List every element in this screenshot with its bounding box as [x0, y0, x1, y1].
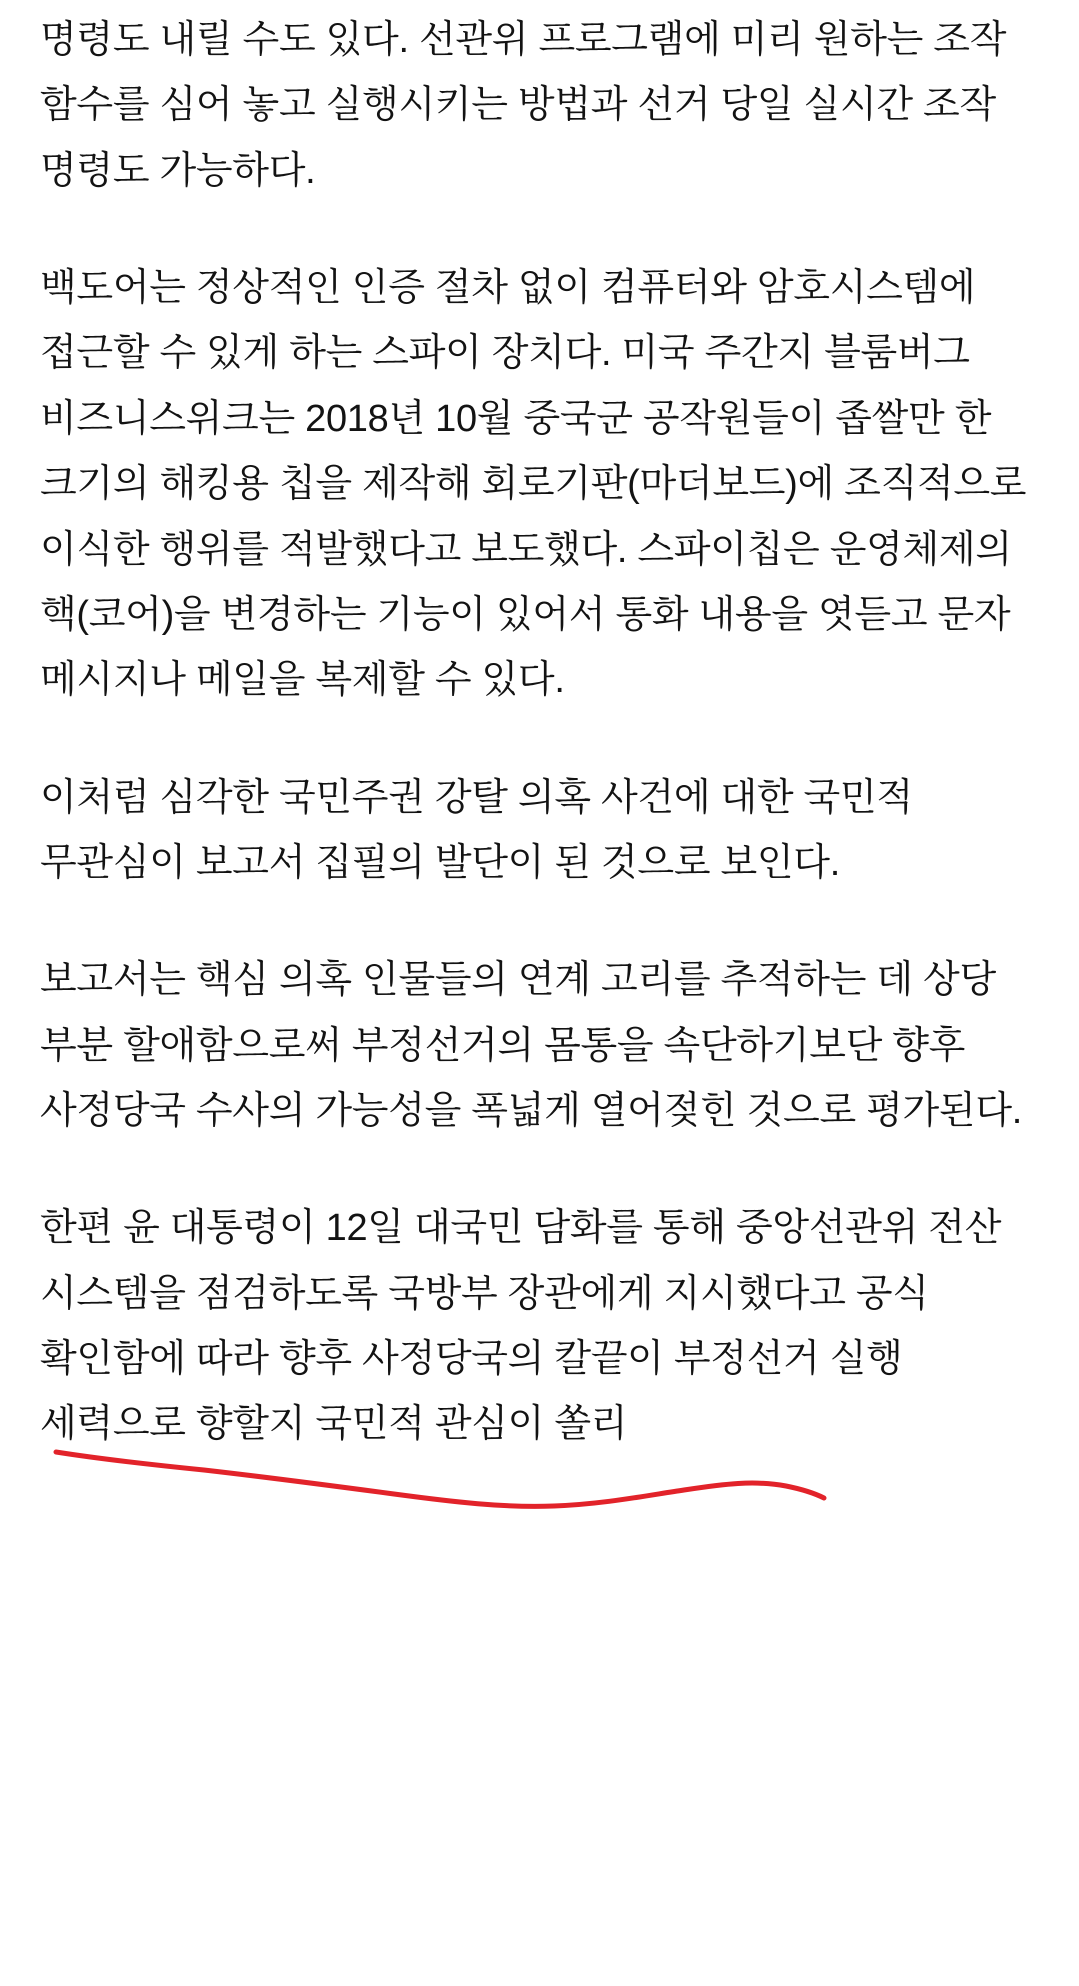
article-paragraph: 명령도 내릴 수도 있다. 선관위 프로그램에 미리 원하는 조작 함수를 심어 놓고 실행시키는 방법과 선거 당일 실시간 조작 명령도 가능하다.	[40, 19, 1007, 192]
article-paragraph: 한편 윤 대통령이 12일 대국민 담화를 통해 중앙선관위 전산 시스템을 점검하도록 국방부 장관에게 지시했다고 공식 확인함에 따라 향후 사정당국의 칼끝이 부정선거 실행 세력으로 향할지 국민적 관심이 쏠리	[40, 1207, 1002, 1446]
article-paragraph: 이처럼 심각한 국민주권 강탈 의혹 사건에 대한 국민적 무관심이 보고서 집필의 발단이 된 것으로 보인다.	[40, 776, 913, 884]
article-paragraph: 백도어는 정상적인 인증 절차 없이 컴퓨터와 암호시스템에 접근할 수 있게 하는 스파이 장치다. 미국 주간지 블룸버그 비즈니스위크는 2018년 10월 중국군 공작원들이 좁쌀만 한 크기의 해킹용 칩을 제작해 회로기판(마더보드)에 조직적으로 이식한 행위를 적발했다고 보도했다. 스파이칩은 운영체제의 핵(코어)을 변경하는 기능이 있어서 통화 내용을 엿듣고 문자 메시지나 메일을 복제할 수 있다.	[40, 267, 1027, 702]
article-paragraph: 보고서는 핵심 의혹 인물들의 연계 고리를 추적하는 데 상당 부분 할애함으로써 부정선거의 몸통을 속단하기보단 향후 사정당국 수사의 가능성을 폭넓게 열어젖힌 것으로 평가된다.	[40, 959, 1023, 1133]
